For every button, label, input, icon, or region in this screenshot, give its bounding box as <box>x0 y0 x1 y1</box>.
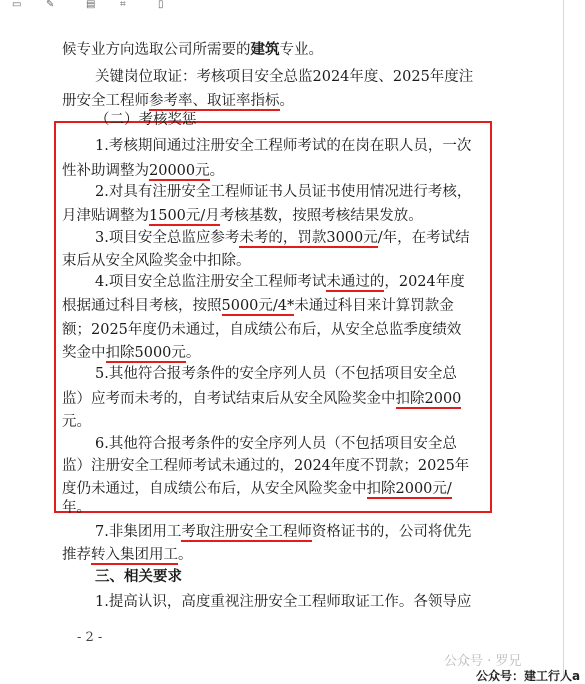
text-line: 束后从安全风险奖金中扣除。 <box>62 253 251 269</box>
text-line: 额；2025年度仍未通过，自成绩公布后，从安全总监季度绩效 <box>62 322 462 338</box>
text-line: 2.对具有注册安全工程师证书人员证书使用情况进行考核， <box>95 184 472 200</box>
page-icon[interactable]: ▭ <box>12 0 22 10</box>
text-line: 关键岗位取证：考核项目安全总监2024年度、2025年度注 <box>95 69 474 85</box>
watermark-account: 公众号 · 罗兄 <box>444 654 522 669</box>
text-line: 月津贴调整为1500元/月考核基数，按照考核结果发放。 <box>62 208 423 224</box>
text-line: 监）应考而未考的，自考试结束后从安全风险奖金中扣除2000 <box>62 391 462 407</box>
page-number: - 2 - <box>77 630 103 645</box>
section-heading: （二）考核奖惩 <box>95 112 197 128</box>
text-line: 监）注册安全工程师考试未通过的，2024年度不罚款；2025年 <box>62 458 470 474</box>
crop-icon[interactable]: ⌗ <box>120 0 126 10</box>
text-line: 推荐转入集团用工。 <box>62 547 193 563</box>
text-line: 奖金中扣除5000元。 <box>62 345 201 361</box>
text-line: 度仍未通过，自成绩公布后，从安全风险奖金中扣除2000元/ <box>62 481 452 497</box>
text-line: 5.其他符合报考条件的安全序列人员（不包括项目安全总 <box>95 366 457 382</box>
text-line: 7.非集团用工考取注册安全工程师资格证书的，公司将优先 <box>95 524 472 540</box>
text-line: 根据通过科目考核，按照5000元/4*未通过科目来计算罚款金 <box>62 298 454 314</box>
watermark-source: 公众号：建工行人a <box>476 669 581 683</box>
text-line: 册安全工程师参考率、取证率指标。 <box>62 93 294 109</box>
text-line: 1.提高认识，高度重视注册安全工程师取证工作。各领导应 <box>95 594 472 610</box>
doc-icon[interactable]: ▤ <box>86 0 96 10</box>
text-line: 年。 <box>62 500 91 516</box>
text-line: 6.其他符合报考条件的安全序列人员（不包括项目安全总 <box>95 436 457 452</box>
page-edge <box>563 0 564 681</box>
text-line: 4.项目安全总监注册安全工程师考试未通过的，2024年度 <box>95 274 465 290</box>
section-heading: 三、相关要求 <box>95 568 182 585</box>
text-line: 3.项目安全总监应参考未考的，罚款3000元/年，在考试结 <box>95 230 470 246</box>
edit-icon[interactable]: ✎ <box>46 0 55 10</box>
text-line: 候专业方向选取公司所需要的建筑专业。 <box>62 41 323 58</box>
text-line: 元。 <box>62 414 91 430</box>
file-icon[interactable]: ▯ <box>158 0 164 10</box>
text-line: 1.考核期间通过注册安全工程师考试的在岗在职人员，一次 <box>95 138 472 154</box>
toolbar <box>0 0 585 12</box>
text-line: 性补助调整为20000元。 <box>62 163 225 179</box>
